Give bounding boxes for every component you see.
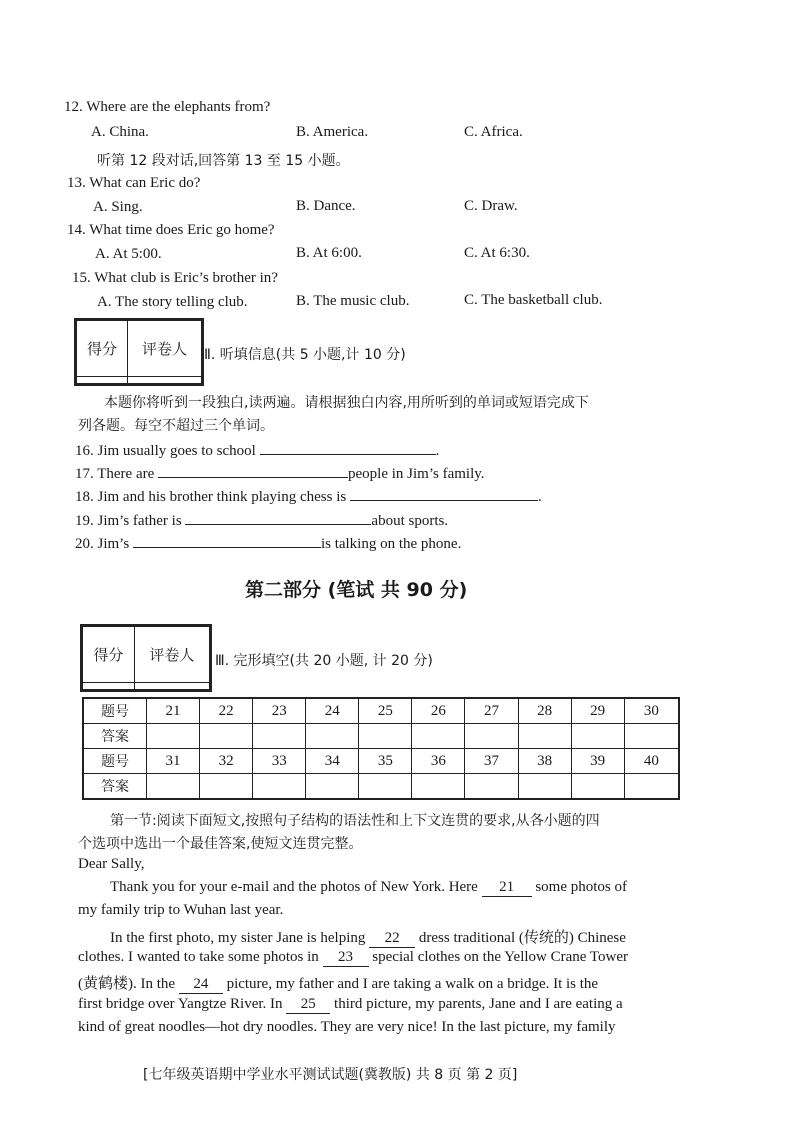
q14-option-c: C. At 6:30. [464,245,530,261]
blank-23[interactable]: 23 [323,949,369,967]
answer-label: 答案 [83,724,147,749]
question-number: 35 [359,749,412,774]
question-number: 30 [624,698,679,724]
question-number-label: 题号 [83,698,147,724]
passage-text: Thank you for your e-mail and the photos of New York. Here [110,879,478,895]
q14-stem: 14. What time does Eric go home? [67,222,275,238]
passage-line [78,949,628,967]
question-number: 23 [253,698,306,724]
passage-text: special clothes on the Yellow Crane Tower [372,949,628,965]
answer-cell[interactable] [147,724,200,749]
answer-cell[interactable] [412,724,465,749]
question-number: 38 [518,749,571,774]
answer-cell[interactable] [571,724,624,749]
q12-option-c: C. Africa. [464,124,523,140]
answer-cell[interactable] [253,724,306,749]
q15-option-a: A. The story telling club. [97,294,248,310]
score-cell[interactable] [77,377,128,384]
q20-blank[interactable] [133,533,321,548]
q13-option-c: C. Draw. [464,198,518,214]
q18 [75,486,542,506]
question-number: 22 [200,698,253,724]
question-number: 36 [412,749,465,774]
answer-table-row [83,724,679,749]
q15-stem: 15. What club is Eric’s brother in? [72,270,278,286]
answer-cell[interactable] [359,724,412,749]
answer-cell[interactable] [571,774,624,800]
q17-blank[interactable] [158,463,348,478]
score-label: 得分 [83,627,135,683]
letter-greeting: Dear Sally, [78,856,145,872]
passage-text: In the first photo, my sister Jane is helping [110,930,366,946]
score-label: 得分 [77,321,128,377]
answer-cell[interactable] [624,774,679,800]
question-number: 33 [253,749,306,774]
grader-cell[interactable] [134,683,209,690]
section-3-instruction-line1: 第一节:阅读下面短文,按照句子结构的语法性和上下文连贯的要求,从各小题的四 [110,813,600,829]
question-number: 31 [147,749,200,774]
q15-option-b: B. The music club. [296,293,410,309]
answer-table [82,697,680,800]
q18-text: 18. Jim and his brother think playing chess is [75,489,347,505]
answer-table-row [83,774,679,800]
blank-21[interactable]: 21 [482,879,532,897]
passage-text: third picture, my parents, Jane and I are eating a [334,996,623,1012]
answer-label: 答案 [83,774,147,800]
question-number-label: 题号 [83,749,147,774]
q14-option-a: A. At 5:00. [95,246,162,262]
passage-line [78,996,623,1014]
question-number: 28 [518,698,571,724]
score-box-section-2 [74,318,204,386]
passage-text: picture, my father and I are taking a walk on a bridge. It is the [226,976,599,992]
answer-cell[interactable] [465,774,518,800]
blank-22[interactable]: 22 [369,930,415,948]
q16-text: 16. Jim usually goes to school [75,443,256,459]
passage-text: some photos of [535,879,628,895]
question-number: 25 [359,698,412,724]
grader-label: 评卷人 [134,627,209,683]
question-number: 32 [200,749,253,774]
question-number: 27 [465,698,518,724]
instruction-dialogue-12: 听第 12 段对话,回答第 13 至 15 小题。 [97,153,350,169]
q12-option-a: A. China. [91,124,149,140]
answer-cell[interactable] [147,774,200,800]
answer-cell[interactable] [465,724,518,749]
q14-option-b: B. At 6:00. [296,245,362,261]
q20-text: 20. Jim’s [75,536,130,552]
passage-line: kind of great noodles—hot dry noodles. They are very nice! In the last picture, my family [78,1019,616,1035]
answer-table-row [83,698,679,724]
question-number: 39 [571,749,624,774]
q18-blank[interactable] [350,486,538,501]
answer-cell[interactable] [518,724,571,749]
q20-end: is talking on the phone. [320,536,462,552]
passage-text: dress traditional (传统的) Chinese [418,930,626,946]
q17-end: people in Jim’s family. [348,466,485,482]
section-2-instruction-line2: 列各题。每空不超过三个单词。 [78,418,274,434]
q19 [75,510,448,530]
section-2-instruction-line1: 本题你将听到一段独白,读两遍。请根据独白内容,用所听到的单词或短语完成下 [104,395,589,411]
passage-text: (黄鹤楼). In the [78,976,176,992]
passage-line [110,926,626,948]
answer-cell[interactable] [624,724,679,749]
answer-table-row [83,749,679,774]
section-3-instruction-line2: 个选项中选出一个最佳答案,使短文连贯完整。 [78,836,363,852]
answer-cell[interactable] [518,774,571,800]
answer-cell[interactable] [306,724,359,749]
score-cell[interactable] [83,683,135,690]
grader-cell[interactable] [127,377,201,384]
grader-label: 评卷人 [127,321,201,377]
answer-cell[interactable] [200,724,253,749]
answer-cell[interactable] [412,774,465,800]
question-number: 40 [624,749,679,774]
question-number: 24 [306,698,359,724]
question-number: 26 [412,698,465,724]
question-number: 29 [571,698,624,724]
q13-stem: 13. What can Eric do? [67,175,201,191]
blank-24[interactable]: 24 [179,976,223,994]
passage-line [78,972,598,994]
q16-end: . [435,443,440,459]
q12-stem: 12. Where are the elephants from? [64,99,271,115]
q12-option-b: B. America. [296,124,369,140]
passage-text: first bridge over Yangtze River. In [78,996,283,1012]
answer-cell[interactable] [359,774,412,800]
page-footer: [七年级英语期中学业水平测试试题(冀教版) 共 8 页 第 2 页] [143,1067,518,1083]
q17 [75,463,485,483]
q15-option-c: C. The basketball club. [464,292,603,308]
q16-blank[interactable] [260,440,436,455]
q17-text: 17. There are [75,466,155,482]
passage-text: clothes. I wanted to take some photos in [78,949,319,965]
q18-end: . [537,489,542,505]
q16 [75,440,439,460]
part-2-title: 第二部分 (笔试 共 90 分) [245,579,468,601]
section-3-title: Ⅲ. 完形填空(共 20 小题, 计 20 分) [215,653,433,669]
answer-cell[interactable] [200,774,253,800]
answer-cell[interactable] [253,774,306,800]
question-number: 34 [306,749,359,774]
passage-line: my family trip to Wuhan last year. [78,902,284,918]
q13-option-a: A. Sing. [93,199,143,215]
answer-cell[interactable] [306,774,359,800]
q19-end: about sports. [371,513,449,529]
q20 [75,533,461,553]
q19-text: 19. Jim’s father is [75,513,182,529]
question-number: 21 [147,698,200,724]
section-2-title: Ⅱ. 听填信息(共 5 小题,计 10 分) [204,347,406,363]
q19-blank[interactable] [185,510,371,525]
score-box-section-3 [80,624,212,692]
passage-line [110,879,627,897]
q13-option-b: B. Dance. [296,198,356,214]
question-number: 37 [465,749,518,774]
blank-25[interactable]: 25 [286,996,330,1014]
